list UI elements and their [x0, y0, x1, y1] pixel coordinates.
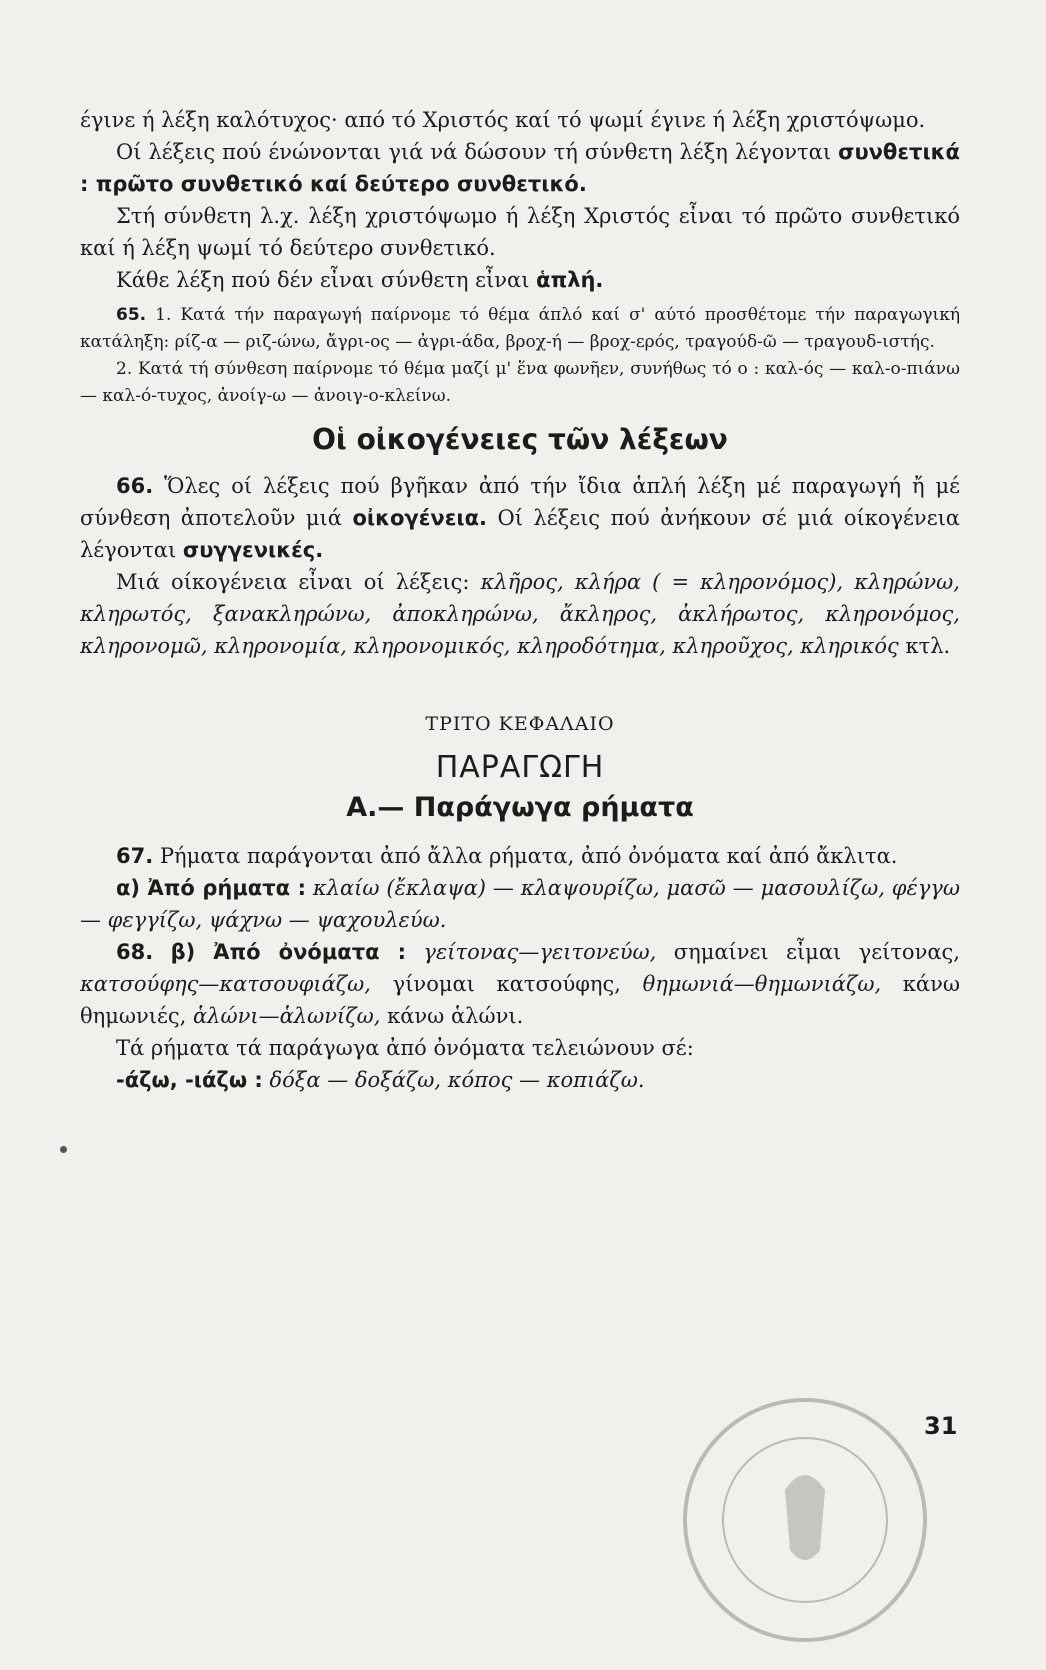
family-example-intro: Μιά οίκογένεια εἶναι οί λέξεις:	[116, 570, 470, 594]
paragraph-components	[80, 136, 960, 200]
example-2: κατσούφης—κατσουφιάζω,	[80, 972, 371, 996]
paragraph-family-example	[80, 566, 960, 662]
gloss-1: σημαίνει εἶμαι γείτονας,	[673, 940, 960, 964]
derivation-rule: 1. Κατά τήν παραγωγή παίρνομε τό θέμα άπλό καί σ' αύτό προσθέτομε τήν παραγωγική κατάληξη: ρίζ-α — ριζ-ώνω, ἄγρι-ος — ἀγρι-άδα, βροχ-ή — βροχ-ερός, τραγούδ-ῶ — τραγουδ-ιστής.	[80, 305, 961, 352]
paragraph-simple	[80, 264, 960, 296]
family-example-etc: κτλ.	[905, 634, 951, 658]
section-65	[80, 302, 960, 410]
gloss-4: κάνω ἁλώνι.	[387, 1004, 524, 1028]
paragraph-endings: Τά ρήματα τά παράγωγα ἀπό ὀνόματα τελειώνουν σέ:	[116, 1036, 694, 1060]
example-4: ἁλώνι—ἁλωνίζω,	[193, 1004, 381, 1028]
section-number-66: 66.	[116, 474, 154, 498]
main-title: ΠΑΡΑΓΩΓΗ	[435, 750, 605, 785]
page-number: 31	[924, 1412, 958, 1440]
composition-rule: 2. Κατά τή σύνθεση παίρνομε τό θέμα μαζί μ' ἕνα φωνῆεν, συνήθως τό ο : καλ-ός — καλ-ο-πιάνω — καλ-ό-τυχος, ἀνοίγ-ω — ἀνοιγ-ο-κλείνω.	[80, 359, 960, 406]
paragraph-first-second: Στή σύνθετη λ.χ. λέξη χριστόψωμο ή λέξη Χριστός εἶναι τό πρῶτο συνθετικό καί ή λέξη ψωμί τό δεύτερο συνθετικό.	[80, 204, 960, 260]
verbs-intro: Ρήματα παράγονται ἀπό ἄλλα ρήματα, ἀπό ὀνόματα καί ἀπό ἄκλιτα.	[159, 844, 898, 868]
section-67	[80, 840, 960, 872]
section-number-67: 67.	[116, 844, 154, 868]
family-example-words: κλῆρος, κλήρα ( = κληρονόμος), κληρώνω, κληρωτός, ξανακληρώνω, ἀποκληρώνω, ἄκληρος, ἀκλήρωτος, κληρονόμος, κληρονομῶ, κληρονομία, κληρονομικός, κληροδότημα, κληροῦχος, κληρικός	[80, 570, 960, 658]
chapter-heading: ΤΡΙΤΟ ΚΕΦΑΛΑΙΟ	[425, 713, 615, 735]
term-family: οἰκογένεια.	[352, 506, 487, 530]
section-number-68: 68.	[116, 940, 154, 964]
endings-text: δόξα — δοξάζω, κόπος — κοπιάζω.	[269, 1068, 645, 1092]
paragraph-compound-example: έγινε ή λέξη καλότυχος· από τό Χριστός καί τό ψωμί έγινε ή λέξη χριστόψωμο.	[80, 108, 926, 132]
endings-label: -άζω, -ιάζω :	[116, 1068, 263, 1092]
margin-dot	[60, 1146, 67, 1153]
family-def-text: Ὅλες οί λέξεις πού βγῆκαν ἀπό τήν ἴδια ἁπλή λέξη μέ παραγωγή ἤ μέ σύνθεση ἀποτελοῦν μιά	[80, 474, 960, 530]
gloss-3: κάνω θημωνιές,	[80, 972, 960, 1028]
example-3: θημωνιά—θημωνιάζω,	[642, 972, 882, 996]
gloss-2: γίνομαι κατσούφης,	[392, 972, 621, 996]
section-title: Α.— Παράγωγα ρήματα	[346, 792, 694, 823]
section-number-65: 65.	[116, 305, 147, 325]
term-related: συγγενικές.	[182, 538, 324, 562]
from-nouns-label: β) Ἀπό ὀνόματα :	[170, 940, 406, 964]
heading-word-families: Οἱ οἰκογένειες τῶν λέξεων	[312, 423, 728, 456]
simple-text: Κάθε λέξη πού δέν εἶναι σύνθετη εἶναι	[116, 268, 530, 292]
library-stamp-icon	[655, 1370, 958, 1670]
example-1: γείτονας—γειτονεύω,	[423, 940, 657, 964]
from-verbs-examples: κλαίω (ἔκλαψα) — κλαψουρίζω, μασῶ — μασουλίζω, φέγγω — φεγγίζω, ψάχνω — ψαχουλεύω.	[80, 876, 960, 932]
simple-term: ἁπλή.	[536, 268, 604, 292]
from-verbs	[80, 872, 960, 936]
from-verbs-label: α) Ἀπό ρήματα :	[116, 876, 306, 900]
endings-examples	[80, 1064, 960, 1096]
section-66	[80, 470, 960, 566]
components-terms: συνθετικά : πρῶτο συνθετικό καί δεύτερο συνθετικό.	[80, 140, 960, 196]
family-related-text: Οί λέξεις πού ἀνήκουν σέ μιά οίκογένεια λέγονται	[80, 506, 960, 562]
section-68	[80, 936, 960, 1032]
body-text	[80, 104, 960, 1096]
components-text: Οί λέξεις πού ένώνονται γιά νά δώσουν τή σύνθετη λέξη λέγονται	[116, 140, 832, 164]
